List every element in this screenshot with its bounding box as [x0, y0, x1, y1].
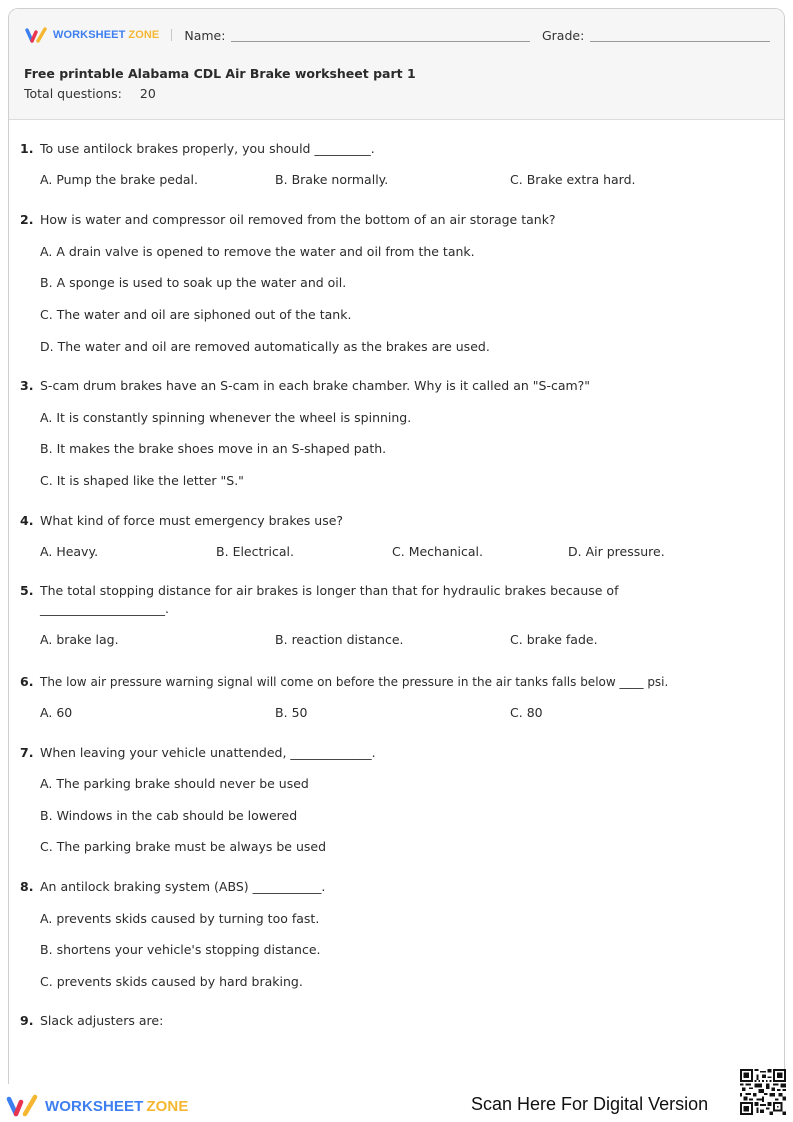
- question-text: The total stopping distance for air brakes is longer than that for hydraulic brakes because of ____________________.: [40, 583, 619, 616]
- question-number: 8.: [20, 879, 34, 894]
- brand-row: [25, 25, 770, 45]
- qr-code-icon[interactable]: [740, 1069, 786, 1115]
- option-c[interactable]: C. Brake extra hard.: [510, 172, 636, 187]
- option-c[interactable]: C. prevents skids caused by hard braking.: [40, 974, 303, 989]
- question-6: [20, 673, 760, 722]
- option-a[interactable]: A. A drain valve is opened to remove the water and oil from the tank.: [40, 244, 475, 259]
- option-b[interactable]: B. 50: [275, 705, 308, 720]
- option-a[interactable]: A. Heavy.: [40, 544, 99, 559]
- question-number: 3.: [20, 378, 34, 393]
- question-5: [20, 582, 760, 649]
- question-text: An antilock braking system (ABS) ___________.: [40, 879, 326, 894]
- grade-field[interactable]: [590, 28, 770, 42]
- option-a[interactable]: A. The parking brake should never be used: [40, 776, 309, 791]
- question-text: The low air pressure warning signal will come on before the pressure in the air tanks falls below ____ psi.: [40, 675, 669, 689]
- option-a[interactable]: A. 60: [40, 705, 73, 720]
- worksheetzone-logo-icon: [6, 1094, 40, 1118]
- option-c[interactable]: C. brake fade.: [510, 632, 598, 647]
- footer-logo: [6, 1094, 188, 1118]
- option-b[interactable]: B. Windows in the cab should be lowered: [40, 808, 298, 823]
- brand-name: WORKSHEET ZONE: [53, 29, 160, 41]
- option-c[interactable]: C. The parking brake must be always be used: [40, 839, 327, 854]
- option-a[interactable]: A. brake lag.: [40, 632, 119, 647]
- name-label: Name:: [184, 27, 226, 43]
- worksheet-header: [9, 9, 784, 120]
- question-3: [20, 377, 760, 490]
- question-number: 1.: [20, 141, 34, 156]
- option-a[interactable]: A. It is constantly spinning whenever the wheel is spinning.: [40, 410, 412, 425]
- question-text: S-cam drum brakes have an S-cam in each brake chamber. Why is it called an "S-cam?": [40, 378, 591, 393]
- question-text: How is water and compressor oil removed from the bottom of an air storage tank?: [40, 212, 556, 227]
- worksheet-title: Free printable Alabama CDL Air Brake worksheet part 1: [24, 66, 416, 81]
- question-text: What kind of force must emergency brakes use?: [40, 513, 344, 528]
- option-b[interactable]: B. Electrical.: [216, 544, 294, 559]
- option-d[interactable]: D. The water and oil are removed automatically as the brakes are used.: [40, 339, 490, 354]
- header-logo: [25, 27, 159, 43]
- question-number: 2.: [20, 212, 34, 227]
- option-a[interactable]: A. prevents skids caused by turning too fast.: [40, 911, 320, 926]
- name-field[interactable]: [231, 28, 530, 42]
- question-number: 9.: [20, 1013, 34, 1028]
- question-2: [20, 211, 760, 356]
- total-value: 20: [139, 86, 156, 101]
- question-text: When leaving your vehicle unattended, _____________.: [40, 745, 376, 760]
- grade-label: Grade:: [541, 27, 585, 43]
- question-text: Slack adjusters are:: [40, 1013, 164, 1028]
- question-9: [20, 1012, 760, 1030]
- question-text: To use antilock brakes properly, you should _________.: [40, 141, 375, 156]
- option-c[interactable]: C. 80: [510, 705, 543, 720]
- footer-brand-name: WORKSHEET ZONE: [45, 1097, 189, 1115]
- question-8: [20, 878, 760, 991]
- total-label: Total questions:: [24, 86, 122, 101]
- question-number: 5.: [20, 583, 34, 598]
- option-a[interactable]: A. Pump the brake pedal.: [40, 172, 198, 187]
- question-number: 4.: [20, 513, 34, 528]
- question-number: 6.: [20, 674, 34, 689]
- scan-caption: Scan Here For Digital Version: [471, 1094, 709, 1114]
- option-b[interactable]: B. A sponge is used to soak up the water and oil.: [40, 275, 347, 290]
- option-b[interactable]: B. Brake normally.: [275, 172, 389, 187]
- question-1: [20, 140, 760, 189]
- question-7: [20, 744, 760, 856]
- option-b[interactable]: B. shortens your vehicle's stopping distance.: [40, 942, 321, 957]
- question-4: [20, 512, 760, 561]
- option-c[interactable]: C. It is shaped like the letter "S.": [40, 473, 244, 488]
- option-c[interactable]: C. Mechanical.: [392, 544, 484, 559]
- question-number: 7.: [20, 745, 34, 760]
- divider: [171, 29, 172, 41]
- option-b[interactable]: B. It makes the brake shoes move in an S-shaped path.: [40, 441, 387, 456]
- option-b[interactable]: B. reaction distance.: [275, 632, 404, 647]
- worksheetzone-logo-icon: [25, 27, 49, 43]
- option-d[interactable]: D. Air pressure.: [568, 544, 665, 559]
- option-c[interactable]: C. The water and oil are siphoned out of the tank.: [40, 307, 352, 322]
- total-questions: [24, 86, 156, 101]
